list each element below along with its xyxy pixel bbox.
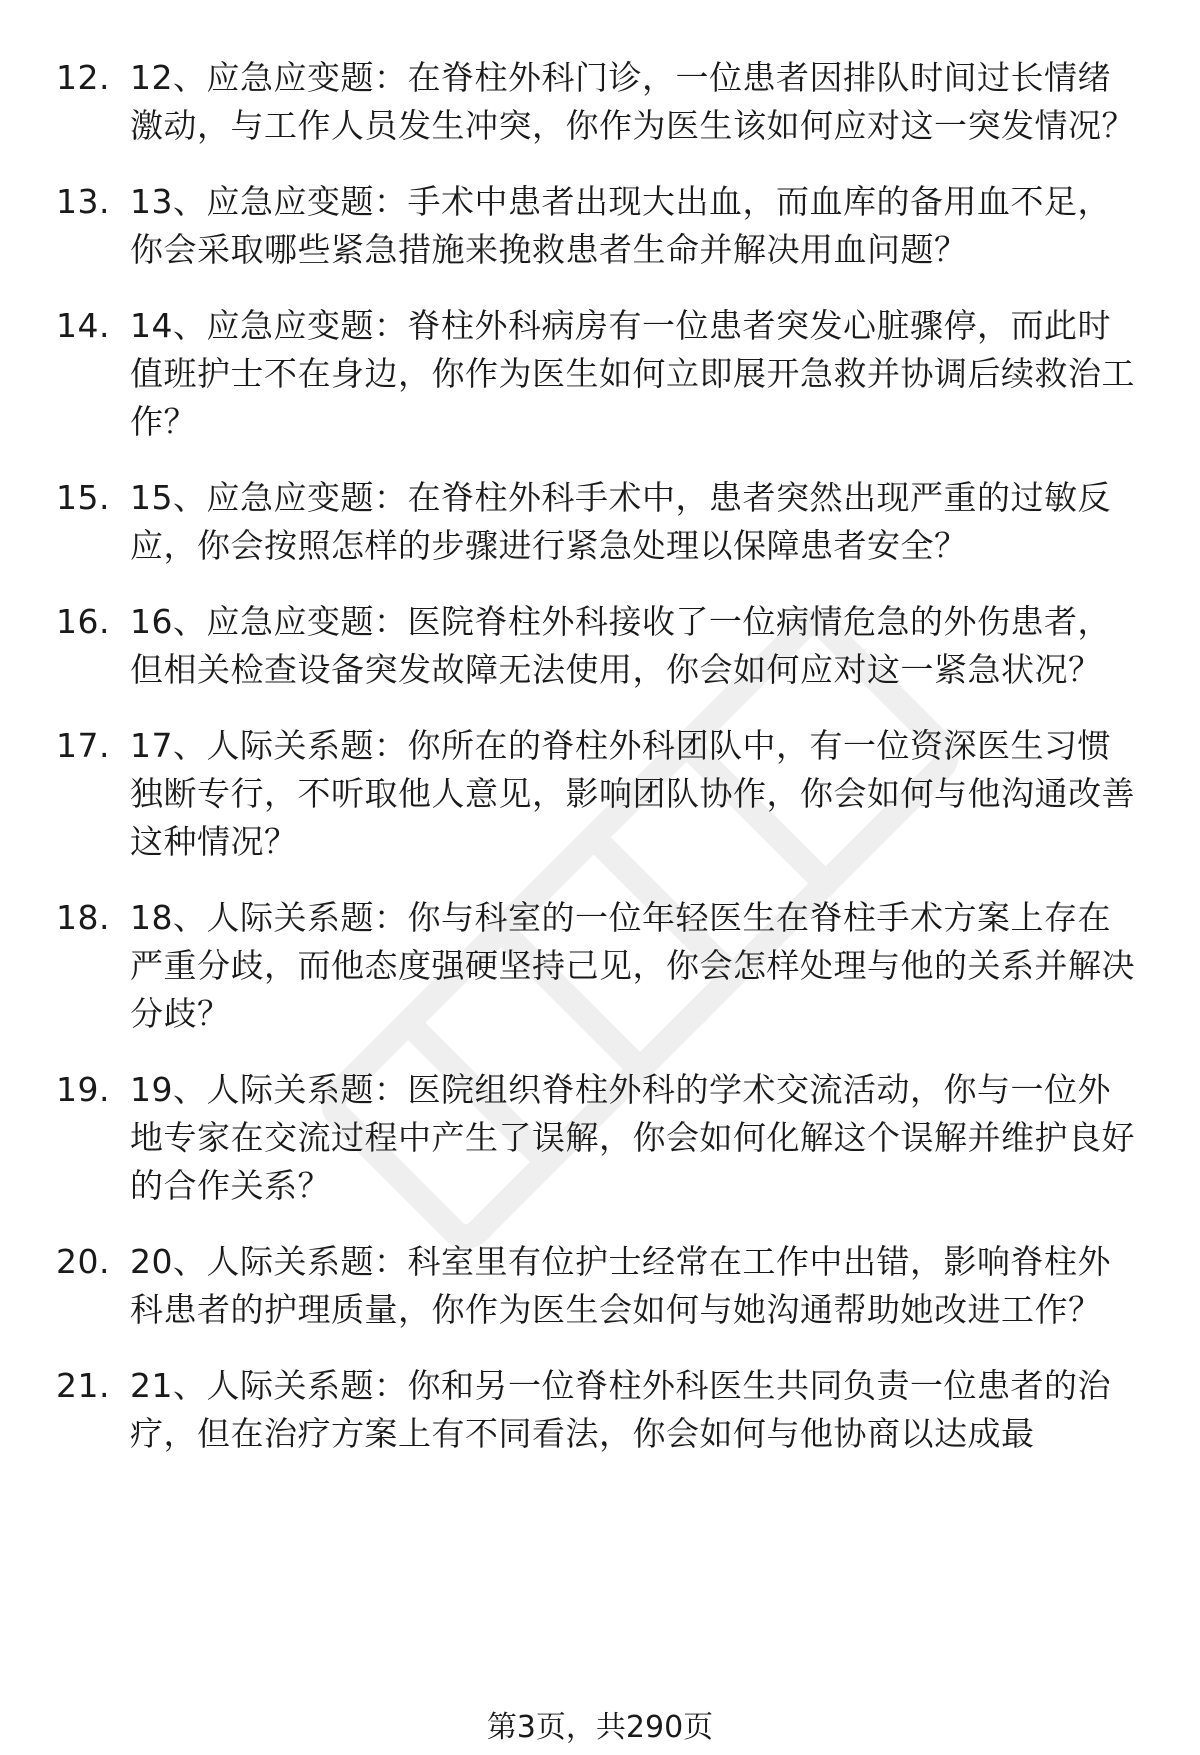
- question-number: 20.: [56, 1242, 110, 1281]
- question-text: 19、人际关系题：医院组织脊柱外科的学术交流活动，你与一位外地专家在交流过程中产生了误解，你会如何化解这个误解并维护良好的合作关系？: [130, 1070, 1135, 1205]
- question-text: 18、人际关系题：你与科室的一位年轻医生在脊柱手术方案上存在严重分歧，而他态度强硬坚持己见，你会怎样处理与他的关系并解决分歧？: [130, 898, 1135, 1033]
- question-number: 14.: [56, 306, 110, 345]
- question-text: 20、人际关系题：科室里有位护士经常在工作中出错，影响脊柱外科患者的护理质量，你作为医生会如何与她沟通帮助她改进工作？: [130, 1242, 1111, 1329]
- question-text: 16、应急应变题：医院脊柱外科接收了一位病情危急的外伤患者，但相关检查设备突发故障无法使用，你会如何应对这一紧急状况？: [130, 602, 1111, 689]
- question-item: [0, 894, 1200, 1038]
- question-number: 17.: [56, 726, 110, 765]
- question-number: 12.: [56, 58, 110, 97]
- question-list: [0, 54, 1200, 1458]
- question-item: [0, 1066, 1200, 1210]
- question-number: 18.: [56, 898, 110, 937]
- question-number: 19.: [56, 1070, 110, 1109]
- question-item: [0, 178, 1200, 274]
- question-item: [0, 598, 1200, 694]
- question-number: 13.: [56, 182, 110, 221]
- question-text: 13、应急应变题：手术中患者出现大出血，而血库的备用血不足，你会采取哪些紧急措施来挽救患者生命并解决用血问题？: [130, 182, 1111, 269]
- question-item: [0, 474, 1200, 570]
- question-number: 15.: [56, 478, 110, 517]
- question-text: 12、应急应变题：在脊柱外科门诊，一位患者因排队时间过长情绪激动，与工作人员发生冲突，你作为医生该如何应对这一突发情况？: [130, 58, 1135, 145]
- page-footer: 第3页，共290页: [486, 1710, 714, 1745]
- question-number: 16.: [56, 602, 110, 641]
- question-text: 21、人际关系题：你和另一位脊柱外科医生共同负责一位患者的治疗，但在治疗方案上有不同看法，你会如何与他协商以达成最: [130, 1366, 1111, 1453]
- question-item: [0, 1238, 1200, 1334]
- question-item: [0, 302, 1200, 446]
- question-item: [0, 1362, 1200, 1458]
- question-item: [0, 54, 1200, 150]
- question-text: 17、人际关系题：你所在的脊柱外科团队中，有一位资深医生习惯独断专行，不听取他人意见，影响团队协作，你会如何与他沟通改善这种情况？: [130, 726, 1135, 861]
- question-text: 15、应急应变题：在脊柱外科手术中，患者突然出现严重的过敏反应，你会按照怎样的步骤进行紧急处理以保障患者安全？: [130, 478, 1111, 565]
- question-item: [0, 722, 1200, 866]
- question-number: 21.: [56, 1366, 110, 1405]
- question-text: 14、应急应变题：脊柱外科病房有一位患者突发心脏骤停，而此时值班护士不在身边，你作为医生如何立即展开急救并协调后续救治工作？: [130, 306, 1135, 441]
